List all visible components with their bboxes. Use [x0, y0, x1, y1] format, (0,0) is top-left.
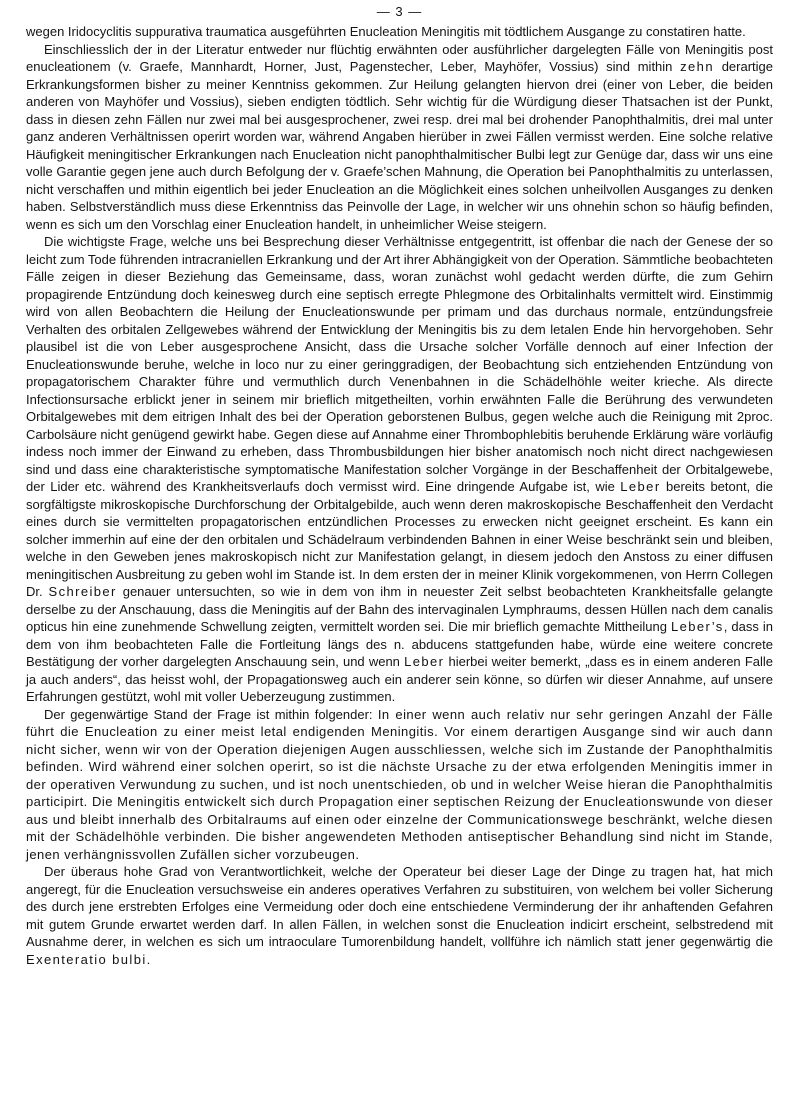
body-text	[26, 23, 773, 968]
text-run: genauer untersuchten, so wie in dem von ihm in neuester Zeit selbst beobachteten Krankheitsfalle gelangte derselbe zu der Anschauung, dass die Meningitis auf der Bahn des intervaginalen Lymphraums, dessen Hüllen nach dem canalis opticus hin eine zunehmende Schwellung zeigten, vermittelt worden sei. Die mir brieflich gemachte Mittheilung	[26, 584, 773, 634]
author-name-leber: Leber	[620, 479, 661, 494]
text-run: Die wichtigste Frage, welche uns bei Besprechung dieser Verhältnisse entgegentritt, ist offenbar die nach der Genese der so leicht zum Tode führenden intracraniellen Erkrankung und der Art ihrer Abhängigkeit von der Operation. Sämmtliche beobachteten Fälle zeigen in dieser Beziehung das Gemeinsame, dass, woran zunächst wohl gedacht werden dürfte, die zum Gehirn propagirende Entzündung doch keinesweg durch eine septisch erregte Phlegmone des Orbitalinhalts vermittelt wird. Einstimmig wird von allen Beobachtern die Heilung der Enucleationswunde per primam und das durchaus normale, entzündungsfreie Verhalten des orbitalen Zellgewebes während der Entwicklung der Meningitis bis zu dem letalen Ende hin hervorgehoben. Sehr plausibel ist die von Leber ausgesprochene Ansicht, dass die Ursache solcher Vorfälle dennoch auf einer Infection der Enucleationswunde beruhe, welche in loco nur zu einer geringgradigen, der Beobachtung sich entziehenden Entzündung von propagatorischem Charakter führe und vermuthlich durch Venenbahnen in die Schädelhöhle weiter krieche. Als directe Infectionsursache erblickt jener in seinem mir brieflich mitgetheilten, vorhin erwähnten Falle die Berührung des verwundeten Orbitalgewebes mit dem eitrigen Inhalt des bei der Operation geborstenen Bulbus, gegen welche auch die Reinigung mit 2proc. Carbolsäure nicht genügend gewirkt habe. Gegen diese auf Annahme einer Thrombophlebitis beruhende Erklärung wäre vorläufig indess noch immer der Einwand zu erheben, dass Thrombusbildungen hier bisher anatomisch noch nicht direct nachgewiesen sind und dass eine charakteristische symptomatische Manifestation solcher Vorgänge in der Beschaffenheit der Orbitalgewebe, der Lider etc. während des Krankheitsverlaufs doch vermisst wird. Eine dringende Aufgabe ist, wie	[26, 234, 774, 494]
text-run: wegen Iridocyclitis suppurativa traumatica ausgeführten Enucleation Meningitis mit tödtlichem Ausgange zu constatiren hatte.	[26, 24, 746, 39]
text-run: Der gegenwärtige Stand der Frage ist mithin folgender:	[44, 706, 378, 722]
text-run: bereits betont, die sorgfältigste mikroskopische Durchforschung der Orbitalgebilde, auch wenn deren makroskopische Beschaffenheit den Verdacht eines durch sie vermittelten propagatorischen entzündlichen Processes zu erwecken nicht geeignet erscheint. Es kann ein solcher immerhin auf eine der den orbitalen und Schädelraum verbindenden Bahnen in einer Weise beschränkt sein und bleiben, welche in den Geweben jenes makroskopisch nicht zur Manifestation gelangt, in diesem jedoch den Anstoss zu einer diffusen meningitischen Ausbreitung zu geben wohl im Stande ist. In dem ersten der in meiner Klinik vorgekommenen, von Herrn Collegen Dr.	[26, 479, 773, 599]
text-run: derartige Erkrankungsformen bisher zu meiner Kenntniss gekommen. Zur Heilung gelangten hiervon drei (einer von Leber, die beiden anderen von Mayhöfer und Vossius), sieben endigten tödtlich. Sehr wichtig für die Würdigung dieser Thatsachen ist der Punkt, dass in diesen zehn Fällen nur zwei mal bei ausgesprochener, zwei resp. drei mal bei drohender Panophthalmitis, drei mal unter ganz anderen Verhältnissen operirt worden war, während Angaben hierüber in zwei Fällen vermisst werden. Eine solche relative Häufigkeit meningitischer Erkrankungen nach Enucleation nicht panophthalmitischer Bulbi legt zur Genüge dar, dass wir uns eine volle Garantie gegen jene auch durch Befolgung der v. Graefe’schen Mahnung, die Operation bei Panophthalmitis zu unterlassen, nicht verschaffen und mithin eigentlich bei jeder Enucleation an die Möglichkeit eines solchen unheilvollen Ausganges zu denken haben. Selbstverständlich muss diese Erkenntniss das Peinvolle der Lage, in welcher wir uns ohnehin schon so häufig befinden, wenn es sich um den Vorschlag einer Enucleation handelt, in unheimlicher Weise steigern.	[26, 59, 774, 232]
paragraph-4	[26, 706, 773, 864]
paragraph-3	[26, 233, 773, 706]
emphasis-zehn: zehn	[680, 59, 714, 74]
page-number: — 3 —	[376, 4, 423, 19]
text-run: Einschliesslich der in der Literatur entweder nur flüchtig erwähnten oder ausführlicher dargelegten Fälle von Meningitis post enucleationem (v. Graefe, Mannhardt, Horner, Just, Pagenstecher, Leber, Mayhöfer, Vossius) sind mithin	[26, 41, 773, 74]
author-name-lebers: Leber’s	[671, 619, 724, 634]
text-run: hierbei weiter bemerkt, „dass es in einem anderen Falle ja auch anders“, das heisst wohl, der Propagationsweg auch ein anderer sein könne, so dürfen wir dieser Annahme, auf unsere Erfahrungen gestützt, wohl mit voller Ueberzeugung zustimmen.	[26, 654, 774, 704]
paragraph-5	[26, 863, 773, 968]
text-run: .	[146, 951, 151, 967]
text-run: , dass in dem von ihm beobachteten Falle die Fortleitung längs des n. abducens stattgefunden habe, würde eine weitere concrete Bestätigung der vorher dargelegten Anschauung sein, und wenn	[26, 619, 773, 669]
emphasis-exenteratio-bulbi: Exenteratio bulbi	[26, 951, 147, 967]
author-name-schreiber: Schreiber	[48, 584, 117, 599]
paragraph-1	[26, 23, 773, 41]
paragraph-2	[26, 41, 773, 234]
text-run: Der überaus hohe Grad von Verantwortlichkeit, welche der Operateur bei dieser Lage der Dinge zu tragen hat, hat mich angeregt, für die Enucleation versuchsweise ein anderes operatives Verfahren zu substituiren, von welchem bei voller Sicherung des durch jene erstrebten Erfolges eine Vermeidung oder doch eine entschiedene Verminderung der ihr anhaftenden Gefahren mit gutem Grunde erwartet werden darf. In allen Fällen, in welchen sonst die Enucleation indicirt erscheint, selbstredend mit Ausnahme derer, in welchen es sich um intraoculare Tumorenbildung handelt, vollführe ich nämlich statt jener gegenwärtig die	[26, 864, 773, 949]
summary-statement: In einer wenn auch relativ nur sehr geringen Anzahl der Fälle führt die Enucleation zu einer meist letal endigenden Meningitis. Vor einem derartigen Ausgange sind wir auch dann nicht sicher, wenn wir von der Operation diejenigen Augen ausschliessen, welche sich im Zustande der Panophthalmitis befinden. Wird während einer solchen operirt, so ist die nächste Ursache zu der etwa erfolgenden Meningitis immer in der operativen Verwundung zu suchen, und ist noch unentschieden, ob und in welcher Weise hieran die Panophthalmitis participirt. Die Meningitis entwickelt sich durch Propagation einer septischen Reizung der Enucleationswunde von dieser aus und bleibt innerhalb des Orbitalraums auf einen oder einzelne der Communicationswege beschränkt, welche diesen mit der Schädelhöhle verbinden. Die bisher angewendeten Methoden antiseptischer Behandlung sind nicht im Stande, jenen verhängnissvollen Zufällen sicher vorzubeugen.	[26, 706, 773, 862]
author-name-leber: Leber	[404, 654, 445, 669]
